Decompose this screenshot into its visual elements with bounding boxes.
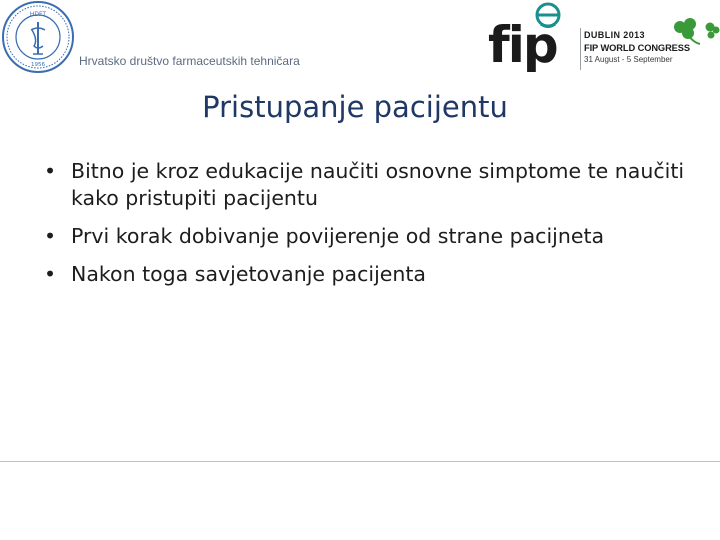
- congress-name: FIP WORLD CONGRESS: [584, 43, 690, 53]
- hdft-seal-logo: [1, 0, 75, 74]
- bullet-list: [44, 158, 704, 299]
- organization-name: Hrvatsko društvo farmaceutskih tehničara: [79, 54, 300, 68]
- seal-year: 1956: [31, 62, 45, 68]
- congress-city-year: DUBLIN 2013: [584, 30, 645, 40]
- bullet-marker: •: [44, 262, 57, 286]
- shamrock-icon: [666, 18, 720, 48]
- bullet-text: Nakon toga savjetovanje pacijenta: [71, 262, 426, 286]
- seal-top-text: HDFT: [29, 11, 47, 18]
- bullet-item: [44, 261, 704, 288]
- footer-divider: [0, 461, 720, 462]
- slide-title: Pristupanje pacijentu: [202, 90, 508, 124]
- bullet-text: Prvi korak dobivanje povijerenje od strane pacijneta: [71, 224, 605, 248]
- bullet-item: [44, 223, 704, 250]
- fip-logo: [486, 2, 576, 72]
- bullet-item: [44, 158, 704, 212]
- logo-divider: [580, 28, 581, 70]
- bullet-text: Bitno je kroz edukacije naučiti osnovne simptome te naučiti kako pristupiti pacijentu: [71, 159, 685, 210]
- fip-logo-text: fip: [488, 16, 557, 72]
- bullet-marker: •: [44, 159, 57, 183]
- congress-dates: 31 August - 5 September: [584, 55, 673, 64]
- bullet-marker: •: [44, 224, 57, 248]
